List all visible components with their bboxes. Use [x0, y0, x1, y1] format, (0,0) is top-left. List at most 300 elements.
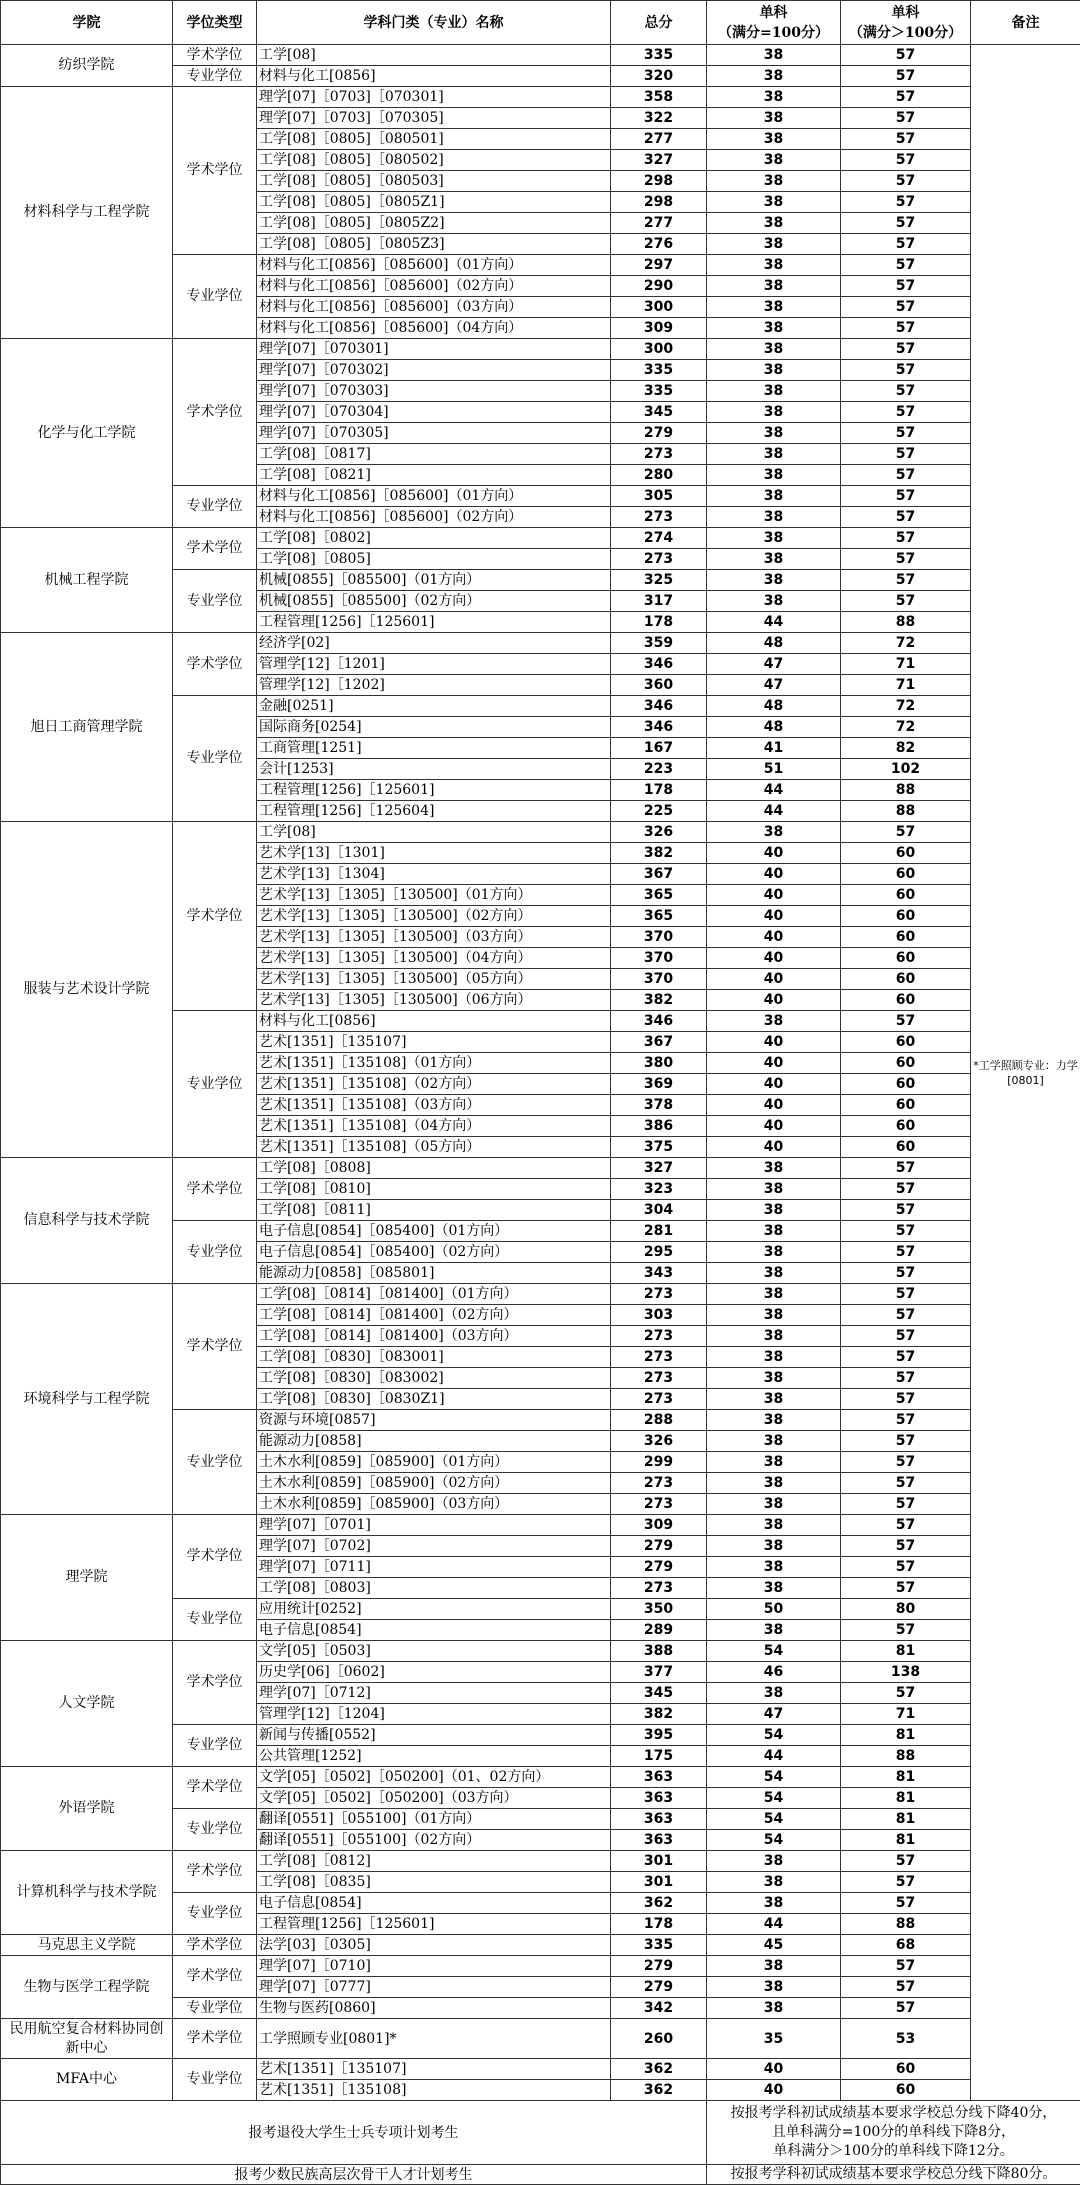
total-score-cell: 279 [611, 1977, 707, 1998]
total-score-cell: 362 [611, 2059, 707, 2080]
degree-type-cell: 专业学位 [173, 696, 257, 822]
single-100-cell: 38 [707, 255, 841, 276]
college-header: 学院 [1, 1, 173, 45]
table-row [1, 633, 1080, 654]
single-100-cell: 38 [707, 1158, 841, 1179]
note-text [707, 2101, 1080, 2165]
note-label: 报考退役大学生士兵专项计划考生 [1, 2101, 707, 2165]
single-100-cell: 54 [707, 1767, 841, 1788]
major-cell: 金融[0251] [257, 696, 611, 717]
single-gt100-header-line1: 单科 [843, 3, 968, 23]
major-cell: 工学[08]［0805]［0805Z3] [257, 234, 611, 255]
single-gt100-cell: 60 [841, 1032, 971, 1053]
single-gt100-cell: 60 [841, 2080, 971, 2101]
total-score-cell: 273 [611, 549, 707, 570]
degree-type-cell: 学术学位 [173, 339, 257, 486]
single-100-cell: 38 [707, 1284, 841, 1305]
total-score-cell: 281 [611, 1221, 707, 1242]
major-cell: 理学[07]［070305] [257, 423, 611, 444]
single-100-cell: 54 [707, 1788, 841, 1809]
total-score-cell: 295 [611, 1242, 707, 1263]
degree-type-cell: 专业学位 [173, 1998, 257, 2019]
total-score-cell: 305 [611, 486, 707, 507]
single-100-cell: 45 [707, 1935, 841, 1956]
single-100-cell: 38 [707, 1263, 841, 1284]
single-gt100-cell: 57 [841, 1620, 971, 1641]
table-row [1, 528, 1080, 549]
single-gt100-cell: 81 [841, 1788, 971, 1809]
major-cell: 翻译[0551]［055100]（01方向） [257, 1809, 611, 1830]
single-100-cell: 46 [707, 1662, 841, 1683]
single-100-cell: 54 [707, 1725, 841, 1746]
major-cell: 管理学[12]［1202] [257, 675, 611, 696]
single-gt100-cell: 57 [841, 1158, 971, 1179]
single-100-cell: 40 [707, 2059, 841, 2080]
table-row [1, 2019, 1080, 2059]
major-cell: 艺术学[13]［1305]［130500]（04方向） [257, 948, 611, 969]
major-cell: 工学[08]［0805] [257, 549, 611, 570]
major-cell: 工学[08]［0830]［083001] [257, 1347, 611, 1368]
major-cell: 工学[08]［0830]［0830Z1] [257, 1389, 611, 1410]
total-score-cell: 273 [611, 1473, 707, 1494]
total-score-cell: 367 [611, 1032, 707, 1053]
college-name-cell: 材料科学与工程学院 [1, 87, 173, 339]
single-100-header [707, 1, 841, 45]
major-cell: 工学[08]［0808] [257, 1158, 611, 1179]
major-cell: 文学[05]［0503] [257, 1641, 611, 1662]
table-row [1, 1641, 1080, 1662]
major-cell: 工商管理[1251] [257, 738, 611, 759]
single-gt100-cell: 72 [841, 696, 971, 717]
single-gt100-cell: 138 [841, 1662, 971, 1683]
single-100-cell: 48 [707, 633, 841, 654]
total-score-cell: 350 [611, 1599, 707, 1620]
total-score-cell: 279 [611, 1536, 707, 1557]
table-row [1, 822, 1080, 843]
degree-type-cell: 专业学位 [173, 1725, 257, 1767]
single-100-cell: 44 [707, 1914, 841, 1935]
single-gt100-cell: 57 [841, 1410, 971, 1431]
single-gt100-cell: 53 [841, 2019, 971, 2059]
remark-header: 备注 [971, 1, 1080, 45]
single-100-cell: 44 [707, 1746, 841, 1767]
total-score-cell: 298 [611, 171, 707, 192]
single-gt100-cell: 60 [841, 906, 971, 927]
total-score-cell: 342 [611, 1998, 707, 2019]
single-gt100-cell: 57 [841, 318, 971, 339]
major-cell: 艺术[1351]［135108]（03方向） [257, 1095, 611, 1116]
total-score-cell: 359 [611, 633, 707, 654]
major-cell: 理学[07]［0710] [257, 1956, 611, 1977]
single-gt100-cell: 57 [841, 1473, 971, 1494]
single-gt100-cell: 72 [841, 717, 971, 738]
single-gt100-cell: 57 [841, 213, 971, 234]
single-gt100-cell: 60 [841, 1116, 971, 1137]
single-100-cell: 48 [707, 717, 841, 738]
single-100-cell: 38 [707, 1221, 841, 1242]
total-score-cell: 370 [611, 969, 707, 990]
table-row [1, 1515, 1080, 1536]
total-score-cell: 301 [611, 1872, 707, 1893]
single-gt100-cell: 57 [841, 486, 971, 507]
single-100-cell: 47 [707, 654, 841, 675]
single-100-cell: 38 [707, 1179, 841, 1200]
total-score-cell: 273 [611, 1578, 707, 1599]
major-cell: 能源动力[0858]［085801] [257, 1263, 611, 1284]
single-gt100-cell: 57 [841, 381, 971, 402]
degree-type-cell: 专业学位 [173, 486, 257, 528]
college-name-cell: 机械工程学院 [1, 528, 173, 633]
single-gt100-cell: 57 [841, 1452, 971, 1473]
total-score-cell: 335 [611, 381, 707, 402]
single-gt100-cell: 60 [841, 864, 971, 885]
single-gt100-cell: 57 [841, 1326, 971, 1347]
single-100-cell: 38 [707, 1977, 841, 1998]
total-score-cell: 378 [611, 1095, 707, 1116]
single-100-cell: 50 [707, 1599, 841, 1620]
single-gt100-cell: 57 [841, 297, 971, 318]
major-cell: 材料与化工[0856] [257, 66, 611, 87]
note-row [1, 2101, 1080, 2165]
major-cell: 艺术学[13]［1301] [257, 843, 611, 864]
single-100-cell: 38 [707, 108, 841, 129]
total-score-cell: 363 [611, 1809, 707, 1830]
degree-type-cell: 学术学位 [173, 1851, 257, 1893]
single-gt100-cell: 57 [841, 1515, 971, 1536]
single-100-cell: 38 [707, 234, 841, 255]
single-100-cell: 38 [707, 339, 841, 360]
degree-type-cell: 学术学位 [173, 1284, 257, 1410]
major-cell: 工学[08]［0817] [257, 444, 611, 465]
total-score-cell: 273 [611, 1347, 707, 1368]
total-score-cell: 276 [611, 234, 707, 255]
major-cell: 艺术[1351]［135107] [257, 2059, 611, 2080]
single-100-cell: 40 [707, 1074, 841, 1095]
single-gt100-cell: 57 [841, 1347, 971, 1368]
total-score-cell: 360 [611, 675, 707, 696]
single-100-cell: 38 [707, 822, 841, 843]
single-gt100-cell: 57 [841, 1557, 971, 1578]
total-score-cell: 178 [611, 780, 707, 801]
total-score-cell: 370 [611, 948, 707, 969]
degree-type-cell: 专业学位 [173, 2059, 257, 2101]
single-gt100-cell: 71 [841, 654, 971, 675]
major-cell: 工学[08]［0814]［081400]（03方向） [257, 1326, 611, 1347]
single-100-cell: 38 [707, 444, 841, 465]
degree-type-cell: 专业学位 [173, 1809, 257, 1851]
single-100-cell: 38 [707, 45, 841, 66]
single-100-cell: 40 [707, 948, 841, 969]
single-100-cell: 38 [707, 402, 841, 423]
total-score-cell: 277 [611, 213, 707, 234]
single-gt100-cell: 57 [841, 1284, 971, 1305]
single-100-cell: 44 [707, 780, 841, 801]
total-score-cell: 273 [611, 1389, 707, 1410]
degree-type-cell: 学术学位 [173, 1158, 257, 1221]
single-gt100-cell: 57 [841, 1998, 971, 2019]
degree-type-cell: 学术学位 [173, 1767, 257, 1809]
table-body [1, 45, 1080, 2185]
total-score-cell: 386 [611, 1116, 707, 1137]
single-gt100-cell: 57 [841, 1536, 971, 1557]
major-cell: 文学[05]［0502]［050200]（03方向） [257, 1788, 611, 1809]
single-100-cell: 54 [707, 1809, 841, 1830]
single-100-cell: 54 [707, 1641, 841, 1662]
single-100-cell: 38 [707, 66, 841, 87]
total-score-cell: 304 [611, 1200, 707, 1221]
total-score-cell: 274 [611, 528, 707, 549]
single-gt100-cell: 57 [841, 255, 971, 276]
single-gt100-cell: 88 [841, 612, 971, 633]
single-100-cell: 38 [707, 486, 841, 507]
single-gt100-cell: 81 [841, 1830, 971, 1851]
single-gt100-cell: 57 [841, 1956, 971, 1977]
college-name-cell: 人文学院 [1, 1641, 173, 1767]
major-cell: 理学[07]［0777] [257, 1977, 611, 1998]
major-header: 学科门类（专业）名称 [257, 1, 611, 45]
single-gt100-cell: 88 [841, 1746, 971, 1767]
single-gt100-cell: 57 [841, 1494, 971, 1515]
major-cell: 艺术学[13]［1304] [257, 864, 611, 885]
single-100-cell: 38 [707, 1872, 841, 1893]
single-gt100-cell: 57 [841, 66, 971, 87]
single-gt100-cell: 88 [841, 1914, 971, 1935]
single-gt100-cell: 60 [841, 1053, 971, 1074]
major-cell: 艺术[1351]［135108]（02方向） [257, 1074, 611, 1095]
total-score-cell: 380 [611, 1053, 707, 1074]
single-100-cell: 38 [707, 192, 841, 213]
total-score-cell: 363 [611, 1788, 707, 1809]
degree-type-cell: 学术学位 [173, 633, 257, 696]
single-100-cell: 38 [707, 360, 841, 381]
major-cell: 工学[08]［0805]［080503] [257, 171, 611, 192]
college-name-cell: 环境科学与工程学院 [1, 1284, 173, 1515]
major-cell: 生物与医药[0860] [257, 1998, 611, 2019]
single-gt100-cell: 57 [841, 402, 971, 423]
total-score-cell: 178 [611, 612, 707, 633]
single-gt100-cell: 88 [841, 801, 971, 822]
total-score-cell: 346 [611, 696, 707, 717]
single-100-cell: 38 [707, 1200, 841, 1221]
single-100-cell: 47 [707, 675, 841, 696]
single-gt100-cell: 57 [841, 129, 971, 150]
college-name-cell: 服装与艺术设计学院 [1, 822, 173, 1158]
single-100-cell: 38 [707, 1956, 841, 1977]
major-cell: 经济学[02] [257, 633, 611, 654]
total-score-cell: 279 [611, 1956, 707, 1977]
major-cell: 文学[05]［0502]［050200]（01、02方向） [257, 1767, 611, 1788]
single-gt100-cell: 57 [841, 1263, 971, 1284]
degree-type-header: 学位类型 [173, 1, 257, 45]
note-label: 报考少数民族高层次骨干人才计划考生 [1, 2165, 707, 2185]
major-cell: 电子信息[0854]［085400]（02方向） [257, 1242, 611, 1263]
single-100-cell: 40 [707, 1032, 841, 1053]
major-cell: 理学[07]［0711] [257, 1557, 611, 1578]
total-score-cell: 273 [611, 507, 707, 528]
major-cell: 材料与化工[0856]［085600]（02方向） [257, 507, 611, 528]
single-100-cell: 38 [707, 1305, 841, 1326]
single-100-cell: 38 [707, 423, 841, 444]
single-100-cell: 54 [707, 1830, 841, 1851]
degree-type-cell: 学术学位 [173, 1641, 257, 1725]
single-gt100-cell: 60 [841, 1074, 971, 1095]
major-cell: 材料与化工[0856]［085600]（01方向） [257, 255, 611, 276]
total-score-cell: 300 [611, 297, 707, 318]
major-cell: 工程管理[1256]［125601] [257, 1914, 611, 1935]
college-name-cell: 旭日工商管理学院 [1, 633, 173, 822]
total-score-cell: 326 [611, 822, 707, 843]
major-cell: 工程管理[1256]［125601] [257, 612, 611, 633]
total-score-cell: 362 [611, 1893, 707, 1914]
single-gt100-cell: 57 [841, 1368, 971, 1389]
single-gt100-cell: 60 [841, 1137, 971, 1158]
total-score-cell: 345 [611, 402, 707, 423]
single-gt100-cell: 57 [841, 1431, 971, 1452]
single-gt100-cell: 102 [841, 759, 971, 780]
major-cell: 工学[08]［0812] [257, 1851, 611, 1872]
major-cell: 机械[0855]［085500]（01方向） [257, 570, 611, 591]
degree-type-cell: 专业学位 [173, 570, 257, 633]
single-gt100-cell: 81 [841, 1725, 971, 1746]
degree-type-cell: 学术学位 [173, 2019, 257, 2059]
total-score-cell: 280 [611, 465, 707, 486]
single-100-cell: 35 [707, 2019, 841, 2059]
total-score-cell: 367 [611, 864, 707, 885]
total-score-cell: 279 [611, 423, 707, 444]
single-gt100-cell: 57 [841, 150, 971, 171]
major-cell: 材料与化工[0856]［085600]（01方向） [257, 486, 611, 507]
single-100-cell: 38 [707, 213, 841, 234]
single-100-cell: 38 [707, 1893, 841, 1914]
major-cell: 理学[07]［0703]［070305] [257, 108, 611, 129]
total-score-cell: 288 [611, 1410, 707, 1431]
single-100-cell: 40 [707, 927, 841, 948]
major-cell: 工学[08]［0805]［080502] [257, 150, 611, 171]
single-gt100-cell: 57 [841, 192, 971, 213]
major-cell: 材料与化工[0856]［085600]（03方向） [257, 297, 611, 318]
degree-type-cell: 学术学位 [173, 822, 257, 1011]
single-100-cell: 40 [707, 1095, 841, 1116]
major-cell: 材料与化工[0856] [257, 1011, 611, 1032]
major-cell: 工程管理[1256]［125601] [257, 780, 611, 801]
single-100-cell: 38 [707, 1011, 841, 1032]
major-cell: 工学照顾专业[0801]* [257, 2019, 611, 2059]
single-100-cell: 38 [707, 570, 841, 591]
total-score-cell: 375 [611, 1137, 707, 1158]
single-gt100-cell: 57 [841, 1872, 971, 1893]
major-cell: 工学[08] [257, 822, 611, 843]
total-score-cell: 178 [611, 1914, 707, 1935]
total-score-cell: 175 [611, 1746, 707, 1767]
total-score-cell: 225 [611, 801, 707, 822]
major-cell: 艺术[1351]［135108]（04方向） [257, 1116, 611, 1137]
single-100-cell: 38 [707, 318, 841, 339]
single-100-cell: 40 [707, 906, 841, 927]
total-score-cell: 298 [611, 192, 707, 213]
degree-type-cell: 专业学位 [173, 1893, 257, 1935]
major-cell: 理学[07]［070304] [257, 402, 611, 423]
single-100-cell: 38 [707, 171, 841, 192]
major-cell: 土木水利[0859]［085900]（01方向） [257, 1452, 611, 1473]
college-name-cell: 理学院 [1, 1515, 173, 1641]
college-name-cell: 生物与医学工程学院 [1, 1956, 173, 2019]
single-gt100-cell: 60 [841, 2059, 971, 2080]
remark-cell: *工学照顾专业：力学[0801] [971, 45, 1080, 2101]
table-row [1, 45, 1080, 66]
major-cell: 电子信息[0854]［085400]（01方向） [257, 1221, 611, 1242]
total-score-cell: 363 [611, 1830, 707, 1851]
major-cell: 会计[1253] [257, 759, 611, 780]
major-cell: 工学[08]［0811] [257, 1200, 611, 1221]
single-100-cell: 38 [707, 1620, 841, 1641]
single-100-cell: 38 [707, 129, 841, 150]
single-100-cell: 44 [707, 801, 841, 822]
major-cell: 工学[08]［0802] [257, 528, 611, 549]
major-cell: 国际商务[0254] [257, 717, 611, 738]
total-score-cell: 365 [611, 885, 707, 906]
single-100-cell: 38 [707, 1368, 841, 1389]
total-score-cell: 320 [611, 66, 707, 87]
single-100-cell: 44 [707, 612, 841, 633]
total-score-cell: 279 [611, 1557, 707, 1578]
single-gt100-cell: 57 [841, 171, 971, 192]
major-cell: 艺术[1351]［135107] [257, 1032, 611, 1053]
total-score-cell: 317 [611, 591, 707, 612]
major-cell: 艺术学[13]［1305]［130500]（03方向） [257, 927, 611, 948]
single-100-cell: 38 [707, 1683, 841, 1704]
degree-type-cell: 学术学位 [173, 45, 257, 66]
single-100-cell: 47 [707, 1704, 841, 1725]
table-row [1, 1284, 1080, 1305]
single-gt100-cell: 72 [841, 633, 971, 654]
total-score-cell: 370 [611, 927, 707, 948]
total-score-cell: 309 [611, 318, 707, 339]
single-100-cell: 38 [707, 87, 841, 108]
major-cell: 历史学[06]［0602] [257, 1662, 611, 1683]
header-row [1, 1, 1080, 45]
total-score-cell: 273 [611, 1284, 707, 1305]
major-cell: 公共管理[1252] [257, 1746, 611, 1767]
total-score-cell: 326 [611, 1431, 707, 1452]
single-100-cell: 40 [707, 969, 841, 990]
total-score-cell: 297 [611, 255, 707, 276]
degree-type-cell: 专业学位 [173, 66, 257, 87]
single-gt100-cell: 57 [841, 570, 971, 591]
major-cell: 管理学[12]［1201] [257, 654, 611, 675]
total-score-cell: 323 [611, 1179, 707, 1200]
college-name-cell: 马克思主义学院 [1, 1935, 173, 1956]
total-score-cell: 325 [611, 570, 707, 591]
college-name-cell: 外语学院 [1, 1767, 173, 1851]
single-gt100-cell: 80 [841, 1599, 971, 1620]
total-score-cell: 300 [611, 339, 707, 360]
single-100-cell: 38 [707, 1347, 841, 1368]
note-text-line: 且单科满分=100分的单科线下降8分， [709, 2123, 1078, 2142]
single-100-cell: 38 [707, 528, 841, 549]
major-cell: 艺术学[13]［1305]［130500]（02方向） [257, 906, 611, 927]
total-score-cell: 167 [611, 738, 707, 759]
major-cell: 材料与化工[0856]［085600]（04方向） [257, 318, 611, 339]
single-100-cell: 38 [707, 1998, 841, 2019]
single-100-cell: 40 [707, 2080, 841, 2101]
major-cell: 理学[07]［0703]［070301] [257, 87, 611, 108]
single-100-cell: 38 [707, 1536, 841, 1557]
total-score-cell: 335 [611, 360, 707, 381]
total-score-cell: 388 [611, 1641, 707, 1662]
college-name-cell: 纺织学院 [1, 45, 173, 87]
total-score-cell: 273 [611, 1494, 707, 1515]
table-row [1, 1851, 1080, 1872]
